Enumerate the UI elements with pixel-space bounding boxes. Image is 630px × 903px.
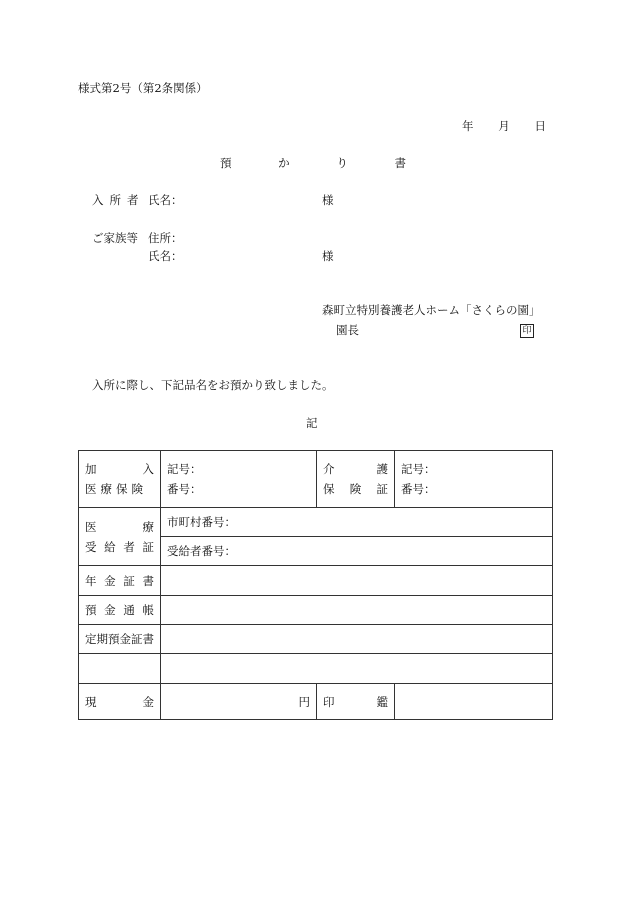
seal-label-cell [317,684,395,720]
municipality-number-cell: 市町村番号： [161,508,553,537]
care-number-label: 番号： [401,482,436,496]
deposit-items-table [78,450,553,720]
date-year: 年 [462,119,474,133]
medical-line1: 医 療 [85,519,154,534]
care-insurance-label-cell [317,451,395,508]
title-char-1: 預 [220,156,232,170]
resident-honorific: 様 [322,193,334,207]
pension-label-cell [79,566,161,596]
family-honorific: 様 [322,249,334,263]
date-day: 日 [534,119,546,133]
statement: 入所に際し、下記品名をお預かり致しました。 [92,378,334,392]
recipient-number-cell: 受給者番号： [161,537,553,566]
family-label: ご家族等 [92,231,138,245]
title-char-2: か [278,156,290,170]
title-char-3: り [336,156,348,170]
table-row [79,508,553,537]
ki-heading: 記 [306,416,318,430]
fixed-deposit-value-cell [161,625,553,654]
table-row [79,654,553,684]
table-row [79,625,553,654]
facility-name: 森町立特別養護老人ホーム「さくらの園」 [322,303,541,317]
care-insurance-line1: 介 護 [323,462,388,476]
fixed-deposit-label-cell: 定期預金証書 [79,625,161,654]
blank-value-cell [161,654,553,684]
care-insurance-line2: 保 険 証 [323,482,388,496]
seal-value-cell [395,684,553,720]
medical-line2: 受 給 者 証 [85,539,154,554]
seal-icon: 印 [520,324,534,338]
health-insurance-line1: 加 入 [85,462,154,476]
yen-unit: 円 [298,694,310,709]
care-insurance-fields-cell [395,451,553,508]
health-number-label: 番号： [167,482,202,496]
seal-label: 印 鑑 [323,694,388,709]
title-char-4: 書 [394,156,406,170]
date-month: 月 [498,119,510,133]
cash-label: 現 金 [85,694,154,709]
form-number: 様式第2号（第2条関係） [78,81,208,95]
family-name-label: 氏名： [148,249,183,263]
care-symbol-label: 記号： [401,462,436,476]
cash-amount-cell [161,684,317,720]
pension-label: 年 金 証 書 [85,573,154,588]
document-title [220,155,406,171]
health-insurance-label-cell [79,451,161,508]
family-address-label: 住所： [148,231,183,245]
table-row [79,596,553,625]
medical-recipient-label-cell [79,508,161,566]
passbook-value-cell [161,596,553,625]
table-row [79,451,553,508]
director-title: 園長 [336,323,359,337]
health-insurance-line2: 医療保険 [85,482,147,496]
pension-value-cell [161,566,553,596]
director-seal-mark [520,322,534,338]
health-symbol-label: 記号： [167,462,202,476]
passbook-label: 預 金 通 帳 [85,603,154,617]
blank-label-cell [79,654,161,684]
cash-label-cell [79,684,161,720]
resident-name-label: 氏名： [148,193,183,207]
table-row [79,566,553,596]
resident-label: 入所者 [92,193,145,207]
passbook-label-cell [79,596,161,625]
health-insurance-fields-cell [161,451,317,508]
table-row [79,684,553,720]
date-line [462,118,546,134]
